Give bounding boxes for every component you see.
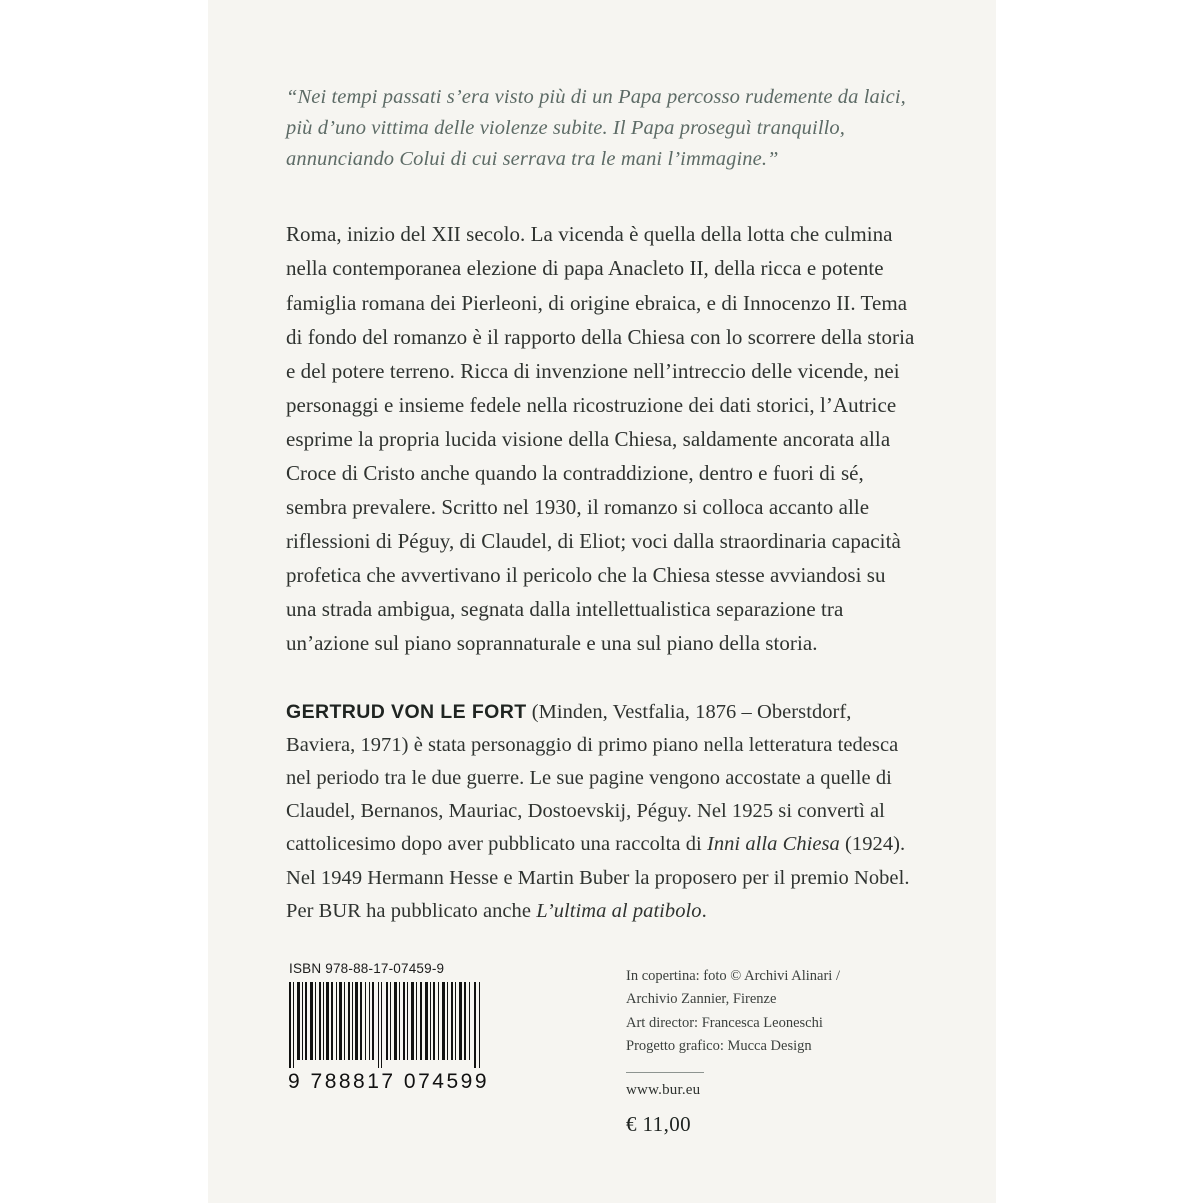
author-bio-part-2: (1924). Nel 1949 Hermann Hesse e Martin Buber la proposero per il premio Nobel. Per BUR ha pubblicato anche [286, 833, 910, 922]
cover-footer [286, 961, 916, 1136]
author-bio [286, 696, 916, 928]
author-bio-part-3: . [701, 899, 707, 922]
book-title-ultima-al-patibolo: L’ultima al patibolo [536, 899, 702, 922]
author-bio-part-1: (Minden, Vestfalia, 1876 – Oberstdorf, Baviera, 1971) è stata personaggio di primo piano nella letteratura tedesca nel periodo tra le due guerre. Le sue pagine vengono accostate a quelle di Claudel, Bernanos, Mauriac, Dostoevskij, Péguy. Nel 1925 si convertì al cattolicesimo dopo aver pubblicato una raccolta di [286, 700, 899, 856]
author-name: GERTRUD VON LE FORT [286, 700, 527, 723]
book-blurb: Roma, inizio del XII secolo. La vicenda è quella della lotta che culmina nella contemporanea elezione di papa Anacleto II, della ricca e potente famiglia romana dei Pierleoni, di origine ebraica, e di Innocenzo II. Tema di fondo del romanzo è il rapporto della Chiesa con lo scorrere della storia e del potere terreno. Ricca di invenzione nell’intreccio delle vicende, nei personaggi e insieme fedele nella ricostruzione dei dati storici, l’Autrice esprime la propria lucida visione della Chiesa, saldamente ancorata alla Croce di Cristo anche quando la contraddizione, dentro e fuori di sé, sembra prevalere. Scritto nel 1930, il romanzo si colloca accanto alle riflessioni di Péguy, di Claudel, di Eliot; voci dalla straordinaria capacità profetica che avvertivano il pericolo che la Chiesa stesse avviandosi su una strada ambigua, segnata dalla intellettualistica separazione tra un’azione sul piano soprannaturale e una sul piano della storia. [286, 222, 915, 655]
book-title-inni-alla-chiesa: Inni alla Chiesa [706, 833, 840, 856]
credits-block [626, 965, 916, 1137]
pull-quote: “Nei tempi passati s’era visto più di un Papa percosso rudemente da laici, più d’uno vittima delle violenze subite. Il Papa proseguì tranquillo, annunciando Colui di cui serrava tra le mani l’immagine.” [286, 86, 906, 171]
divider [626, 1072, 704, 1073]
barcode-digits: 9 788817 074599 [288, 1070, 489, 1093]
credit-line: Progetto grafico: Mucca Design [626, 1038, 812, 1055]
publisher-website: www.bur.eu [626, 1081, 701, 1098]
isbn-barcode-block [286, 961, 494, 1094]
credit-line: Art director: Francesca Leoneschi [626, 1014, 823, 1031]
isbn-label: ISBN 978-88-17-07459-9 [289, 961, 445, 976]
credit-line: In copertina: foto © Archivi Alinari / [626, 968, 840, 984]
cover-price: € 11,00 [626, 1111, 692, 1136]
book-back-cover [208, 0, 996, 1203]
credit-line: Archivio Zannier, Firenze [626, 991, 777, 1008]
barcode-image [286, 982, 486, 1068]
cover-text-column [286, 82, 916, 928]
